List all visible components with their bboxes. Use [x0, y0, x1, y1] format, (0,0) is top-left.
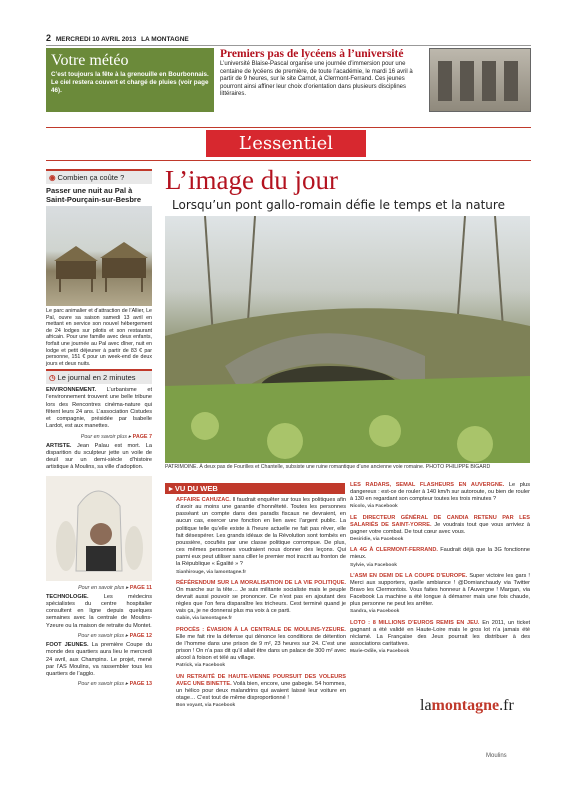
web-column-left: AFFAIRE CAHUZAC. Il faudrait enquêter sur tous les politiques afin d’avoir au moins une garantie d’honnêteté. Toutes les personnes passéant un compte dans des paradis fiscaux ne devraient, en aucun cas, exercer une fonction en lien avec l’argent public. La politique telle qu’elle existe à l’heure actuelle ne fait pas rêver, elle fait désespérer. Les grands idéaux de la Révolution sont tombés en poussière, cocufiés par une classe politique corrompue. De plus, ces mêmes personnes voudraient nous donner des leçons. Qui parmi eux peut utiliser sans ciller le premier mot inscrit au fronton de la République « Égalité » ? Sianhirouge, via lamontagne.fr RÉFÉRENDUM SUR LA MORALISATION DE LA VIE POLITIQUE. On marche sur la tête… Je suis militante socialiste mais le peuple devrait aussi pouvoir se prononcer. Ce n’est pas en ajoutant des règles que l’on fera disparaître les tricheurs. Cest terminé quand je vais ça, je ne donnerai plus ma voix à ce parti. Gabin, via lamontagne.fr PROCÈS : ÉVASION À LA CENTRALE DE MOULINS-YZEURE. Elle me fait rire la défense qui dénonce les conditions de détention de l’homme dans une prison de 9 m², 23 heures sur 24. C’est une prison ! On n’a pas dit qu’il allait être dans un palace de 300 m² avec alcool à foison et télé au village. Patrick, via Facebook UN RETRAITÉ DE HAUTE-VIENNE POURSUIT DES VOLEURS AVEC UNE BINETTE. Voilà bien, encore, une gabegie. 54 hommes, un hélico pour deux malandrins qui avaient laissé leur voiture en otage… C’est tout de même disproportionné ! Bon voyant, via Facebook — [176, 497, 346, 709]
more-link[interactable]: Pour en savoir plus ▸ PAGE 11 — [78, 584, 152, 591]
photo-caption: PATRIMOINE. À deux pas de Fourilles et Chantelle, subsiste une ruine romantique d’une ancienne voie romaine. PHOTO PHILIPPE BIGARD — [165, 464, 491, 470]
brief-foot: FOOT JEUNES. La première Coupe du monde des quartiers aura lieu le mercredi 24 avril, aux Champins. Le projet, mené par l’AS Moulins, va rassembler tous les quartiers de l’agglo. — [46, 641, 152, 678]
meteo-title: Votre météo — [51, 52, 129, 69]
lyceens-text: L’université Blaise-Pascal organise une journée d’immersion pour une centaine de lycéens de première, de toute l’académie, le mardi 16 avril à partir de 9 heures, sur le site Carnot, à Clermont-Ferrand. Ces jeunes pourront ainsi affiner leur choix d’orientation dans plusieurs disciplines littéraires. — [220, 61, 413, 97]
lyceens-article — [220, 48, 531, 112]
sculpture-photo — [46, 476, 152, 581]
brief-technologie: TECHNOLOGIE. Les médecins spécialistes du centre hospitalier consultent en ligne depuis quelques semaines avec la centrale de Moulins-Yzeure ou la maison de retraite du Montet. — [46, 593, 152, 629]
lyceens-title: Premiers pas de lycéens à l’université — [220, 48, 404, 60]
more-link[interactable]: Pour en savoir plus ▸ PAGE 13 — [77, 681, 152, 688]
more-link[interactable]: Pour en savoir plus ▸ PAGE 12 — [77, 632, 152, 639]
combien-text: Le parc animalier et d’attraction de l’Allier, Le Pal, ouvre sa saison samedi 13 avril en mettant en service son nouvel hébergement de 24 lodges sur pilotis et son restaurant africain. Pour une famille avec deux enfants, forfait une journée au Pal avec dîner, nuit en lodge et petit déjeuner à partir de 83 € par personne, 151 € pour un week-end de deux jours et deux nuits. — [46, 308, 152, 367]
combien-title: Passer une nuit au Pal à Saint-Pourçain-sur-Besbre — [46, 186, 142, 204]
info-icon: ◉ — [49, 173, 56, 182]
page-header — [46, 33, 531, 46]
web-column-right: LES RADARS, SEMAL FLASHEURS EN AUVERGNE. Le plus dangereux : est-ce de rouler à 140 km/h sur autoroute, ou bien de rouler à 130 en regardant son compteur toutes les trois minutes ? Nicolo, via Facebook LE DIRECTEUR GÉNÉRAL DE CANDIA RETENU PAR LES SALARIÉS DE SAINT-YORRE. Je voudrais tout que vous arriviez à gagner votre combat. De tout cœur avec vous. Desiridie, via Facebook LA 4G À CLERMONT-FERRAND. Faudrait déjà que la 3G fonctionne mieux. Sylvie, via Facebook L’ASM EN DEMI DE LA COUPE D’EUROPE. Super victoire les gars ! Merci aux supporters, quelle ambiance ! @Domianchaudy via Twitter Bravo les Clermontois. Vous faites honneur à l’Auvergne ! Margan, via Facebook La machine a été longue à démarrer mais une fois chaude, plus personne ne peut les arrêter. Sandra, via Facebook LOTO : 8 MILLIONS D’EUROS REMIS EN JEU. En 2011, un ticket gagnant a été validé en Haute-Loire mais le gros lot n’a jamais été réclamé. La Française des Jeux pourrait les distribuer à des associations caritatives. Marie-Odile, via Facebook — [350, 482, 531, 655]
la-montagne-logo[interactable]: lamontagne.fr — [420, 697, 514, 714]
combien-box — [46, 169, 152, 369]
image-du-jour-title: L’image du jour — [165, 165, 338, 195]
image-du-jour-subtitle: Lorsqu’un pont gallo-romain défie le temps et la nature — [172, 198, 505, 212]
header-paper: LA MONTAGNE — [141, 36, 189, 43]
vu-du-web-head: ▸ VU DU WEB — [165, 483, 345, 494]
journal-head: ◷ Le journal en 2 minutes — [46, 369, 152, 384]
clock-icon: ◷ — [49, 373, 56, 382]
university-photo — [429, 48, 531, 112]
pal-photo — [46, 206, 152, 306]
header-date: MERCREDI 10 AVRIL 2013 — [55, 36, 137, 43]
page-number: 2 — [46, 33, 52, 43]
journal-box — [46, 369, 152, 687]
more-link[interactable]: Pour en savoir plus ▸ PAGE 7 — [80, 433, 152, 440]
combien-head: ◉ Combien ça coûte ? — [46, 169, 152, 184]
essentiel-band — [46, 127, 531, 161]
brief-artiste: ARTISTE. Jean Palau est mort. La disparition du sculpteur jette un voile de deuil sur un demi-siècle d’histoire artistique à Moulins, sa ville d’adoption. — [46, 442, 152, 471]
bridge-photo — [165, 216, 530, 463]
meteo-box — [46, 48, 214, 112]
brief-environnement: ENVIRONNEMENT. L’urbanisme et l’environnement trouvent une belle tribune lors des Rencontres cinéma-nature qui fêtent leurs 24 ans. L’association Cistudes et compagnie, présidée par Isabelle Lardot, est aux manettes. — [46, 387, 152, 430]
footer-city: Moulins — [486, 753, 507, 759]
meteo-text: C’est toujours la fête à la grenouille en Bourbonnais. Le ciel restera couvert et chargé de pluies (voir page 46). — [51, 71, 209, 94]
essentiel-label: L’essentiel — [206, 130, 366, 157]
arrow-icon: ▸ — [169, 484, 175, 493]
